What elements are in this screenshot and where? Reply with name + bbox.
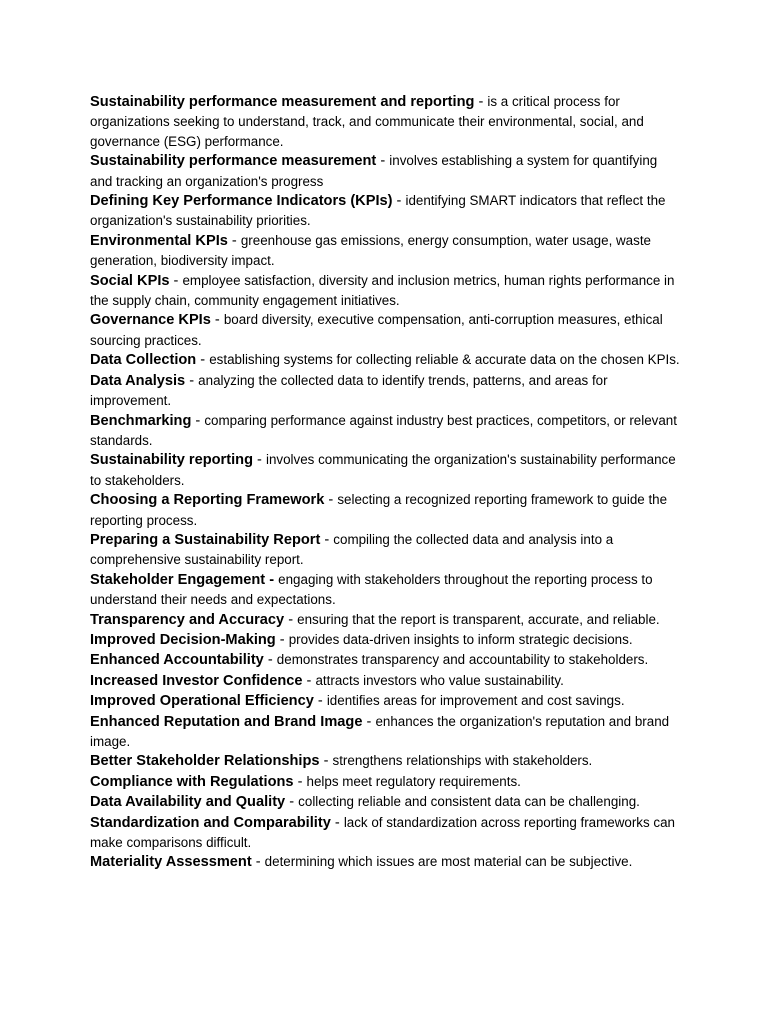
entry-term: Data Collection [90,352,197,369]
entry-improved-operational-efficiency [90,691,680,711]
entry-term: Defining Key Performance Indicators (KPIs) [90,193,393,210]
entry-separator: - [191,412,205,429]
entry-description: determining which issues are most material can be subjective. [264,854,633,870]
entry-description: involves establishing a system for quantifying and tracking an organization's progress [90,153,658,189]
entry-sustainability-performance-measurement-and-reporting [90,92,680,151]
entry-separator: - [392,193,406,210]
entry-description: comparing performance against industry best practices, competitors, or relevant standards. [90,412,677,448]
entry-separator: - [302,672,316,689]
entry-separator: - [474,94,488,110]
entry-separator: - [319,753,333,770]
entry-separator: - [330,814,344,831]
entry-enhanced-accountability [90,650,680,670]
entry-description: helps meet regulatory requirements. [306,773,521,789]
entry-separator: - [263,652,277,669]
entry-term: Data Analysis [90,372,186,389]
entry-term: Materiality Assessment [90,854,252,871]
entry-term: Sustainability performance measurement [90,153,377,170]
entry-description: board diversity, executive compensation, anti-corruption measures, ethical sourcing practices. [90,312,663,348]
entry-better-stakeholder-relationships [90,751,680,771]
entry-governance-kpis [90,310,680,350]
entry-description: identifies areas for improvement and cost savings. [326,693,625,709]
entry-term: Stakeholder Engagement - [90,571,275,588]
entry-data-availability-and-quality [90,792,680,812]
entry-compliance-with-regulations [90,772,680,792]
entry-term: Social KPIs [90,272,170,289]
entry-description: strengthens relationships with stakeholders. [332,753,593,769]
entry-separator: - [362,713,376,730]
entry-separator: - [324,492,338,509]
entry-data-collection [90,350,680,370]
entry-standardization-and-comparability [90,813,680,853]
entry-preparing-sustainability-report [90,530,680,570]
entry-description: collecting reliable and consistent data can be challenging. [298,794,640,810]
entry-term: Sustainability performance measurement and reporting [90,94,475,110]
entry-description: is a critical process for organizations seeking to understand, track, and communicate their environmental, social, and governance (ESG) performance. [90,94,644,149]
entry-term: Choosing a Reporting Framework [90,492,325,509]
entry-description: establishing systems for collecting reliable & accurate data on the chosen KPIs. [209,352,680,368]
entry-separator: - [313,693,327,710]
entry-enhanced-reputation-and-brand-image [90,712,680,752]
entry-separator: - [252,452,266,469]
entry-benchmarking [90,411,680,451]
entry-defining-kpis [90,191,680,231]
entry-sustainability-reporting [90,450,680,490]
entry-separator: - [169,272,183,289]
entry-description: involves communicating the organization's sustainability performance to stakeholders. [90,452,676,488]
entry-separator: - [251,854,265,871]
entry-term: Compliance with Regulations [90,773,294,790]
entry-improved-decision-making [90,630,680,650]
entry-description: demonstrates transparency and accountability to stakeholders. [276,652,649,668]
entry-term: Governance KPIs [90,312,211,329]
entry-description: ensuring that the report is transparent, accurate, and reliable. [297,611,660,627]
entry-choosing-reporting-framework [90,490,680,530]
entry-separator: - [227,232,241,249]
entry-term: Increased Investor Confidence [90,672,303,689]
entry-description: selecting a recognized reporting framework to guide the reporting process. [90,492,668,528]
entry-term: Preparing a Sustainability Report [90,531,321,548]
entry-term: Enhanced Reputation and Brand Image [90,713,363,730]
entry-term: Transparency and Accuracy [90,611,285,628]
entry-term: Sustainability reporting [90,452,253,469]
entry-environmental-kpis [90,231,680,271]
entry-separator: - [285,794,299,811]
entry-separator: - [185,372,199,389]
entry-term: Improved Decision-Making [90,631,276,648]
entry-separator: - [196,352,210,369]
entry-term: Improved Operational Efficiency [90,693,314,710]
entry-sustainability-performance-measurement [90,151,680,191]
entry-term: Benchmarking [90,412,192,429]
entry-materiality-assessment [90,852,680,872]
entry-separator: - [275,631,289,648]
entry-social-kpis [90,271,680,311]
entry-description: greenhouse gas emissions, energy consumption, water usage, waste generation, biodiversity impact. [90,232,651,269]
entry-description: analyzing the collected data to identify trends, patterns, and areas for improvement. [90,372,608,409]
entry-description: attracts investors who value sustainability. [315,672,564,688]
entry-description: provides data-driven insights to inform strategic decisions. [288,631,633,647]
entry-transparency-and-accuracy [90,610,680,630]
entry-increased-investor-confidence [90,671,680,691]
entry-description: compiling the collected data and analysis into a comprehensive sustainability report. [90,531,614,568]
entry-separator: - [284,611,298,628]
entry-separator: - [320,531,334,548]
entry-description: employee satisfaction, diversity and inclusion metrics, human rights performance in the supply chain, community engagement initiatives. [90,272,675,309]
entry-stakeholder-engagement [90,570,680,610]
entry-list [90,92,680,873]
entry-separator: - [376,153,390,170]
entry-description: engaging with stakeholders throughout the reporting process to understand their needs and expectations. [90,571,653,608]
entry-term: Data Availability and Quality [90,794,286,811]
entry-term: Environmental KPIs [90,232,228,249]
entry-description: lack of standardization across reporting frameworks can make comparisons difficult. [90,814,676,851]
entry-description: identifying SMART indicators that reflect the organization's sustainability priorities. [90,193,666,229]
entry-data-analysis [90,371,680,411]
entry-separator: - [293,773,307,790]
entry-term: Better Stakeholder Relationships [90,753,320,770]
entry-term: Enhanced Accountability [90,652,264,669]
entry-term: Standardization and Comparability [90,814,331,831]
entry-description: enhances the organization's reputation and brand image. [90,713,670,749]
entry-separator: - [210,312,224,329]
